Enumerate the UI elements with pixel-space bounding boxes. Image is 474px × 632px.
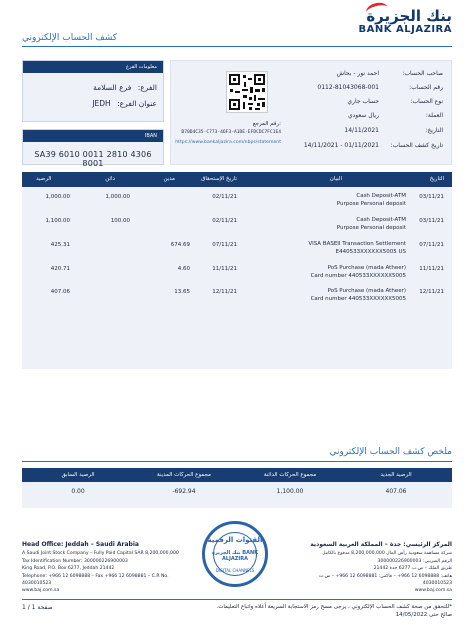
col-value-date: تاريخ الإستحقاق: [201, 176, 237, 182]
footer-english-title: Head Office: Jeddah – Saudi Arabia: [22, 541, 139, 548]
row-balance: 1,000.00: [45, 194, 70, 200]
summary-title: ملخص كشف الحساب الإلكتروني: [329, 447, 452, 457]
branch-address-row: [92, 99, 157, 108]
footer-arabic: [292, 541, 452, 595]
stamp-bottom-text: DIGITAL CHANNELS: [215, 568, 255, 573]
summary-col-total-debits: مجموع الحركات المدينة: [157, 472, 211, 478]
reference-value: B70D4C35-C773-46F3-A1DE-EFDCDC7FC1E4: [181, 130, 281, 135]
table-row: [22, 190, 452, 214]
summary-table: [22, 468, 452, 508]
branch-address-value: JEDH: [92, 99, 111, 108]
stamp-middle-text: بنك الجزيرة BANK ALJAZIRA: [211, 550, 259, 562]
transactions-header: [22, 172, 452, 187]
currency-value: ريال سعودي: [347, 112, 379, 119]
header-divider: [22, 46, 452, 47]
row-description: VISA BASEII Transaction Settlement E440533XXXXXX5005 US: [308, 241, 406, 255]
row-balance: 420.71: [50, 266, 70, 272]
account-holder-label: صاحب الحساب:: [402, 70, 443, 77]
iban-value: SA39 6010 0011 2810 4306 8001: [34, 150, 152, 168]
col-description: البيان: [329, 176, 342, 182]
branch-name-value: فرع السلامة: [93, 83, 132, 92]
account-type-row: [275, 98, 443, 108]
iban-heading: IBAN: [23, 130, 163, 142]
iban-box: [22, 129, 164, 168]
col-balance: الرصيد: [36, 176, 52, 182]
page-number-value: 1 / 1: [22, 604, 36, 611]
qr-code-icon[interactable]: [226, 71, 268, 113]
branch-name-label: الفرع:: [137, 83, 157, 92]
row-value-date: 07/11/21: [212, 242, 237, 248]
currency-label: العملة:: [425, 112, 443, 119]
row-date: 03/11/21: [419, 218, 444, 224]
row-description: Cash Deposit-ATM Purpose Personal deposit: [336, 217, 406, 231]
summary-header: [22, 468, 452, 482]
table-row: [22, 285, 452, 309]
footer-divider: [22, 599, 452, 600]
account-type-value: حساب جاري: [347, 98, 379, 105]
transactions-table: [22, 172, 452, 369]
statement-date-label: التاريخ:: [425, 127, 443, 134]
summary-total-debits: -692.94: [172, 488, 196, 495]
row-description: PoS Purchase (mada Atheer) Card number 440533XXXXXX5005: [310, 265, 406, 279]
row-balance: 425.31: [50, 242, 70, 248]
currency-row: [275, 112, 443, 122]
summary-col-new-balance: الرصيد الجديد: [380, 472, 412, 478]
row-balance: 407.06: [50, 289, 70, 295]
disclaimer: [92, 603, 452, 619]
branch-name-row: [93, 83, 157, 92]
row-date: 07/11/21: [419, 242, 444, 248]
col-debit: مدين: [163, 176, 175, 182]
row-debit: 674.69: [170, 242, 190, 248]
account-holder-row: [275, 70, 443, 80]
statement-date-value: 14/11/2021: [344, 127, 379, 134]
reference-label: رقم المرجع:: [252, 121, 281, 127]
row-date: 12/11/21: [419, 289, 444, 295]
account-number-row: [275, 84, 443, 94]
footer-arabic-website[interactable]: www.baj.com.sa: [414, 588, 452, 594]
page-number-label: صفحة: [37, 604, 53, 611]
statement-date-row: [275, 127, 443, 137]
logo-english-text: BANK ALJAZIRA: [358, 24, 452, 35]
footer-arabic-line: طريق الملك – ص.ب 6277 جدة 21442: [373, 566, 452, 572]
footer-arabic-title: المركز الرئيسي: جدة – المملكة العربية السعودية: [310, 541, 452, 548]
summary-previous-balance: 0.00: [71, 488, 85, 495]
footer-arabic-line: شركة مساهمة سعودية رأس المال 8,200,000,000 مدفوع بالكامل: [322, 551, 452, 557]
row-description: PoS Purchase (mada Atheer) Card number 440533XXXXXX5005: [310, 288, 406, 302]
row-date: 03/11/21: [419, 194, 444, 200]
row-debit: 4.60: [177, 266, 190, 272]
col-date: التاريخ: [429, 176, 444, 182]
table-row: [22, 238, 452, 262]
row-value-date: 02/11/21: [212, 218, 237, 224]
statement-period-value: 01/11/2021 - 14/11/2021: [303, 142, 379, 149]
row-date: 11/11/21: [419, 266, 444, 272]
disclaimer-text: *للتحقق من صحة كشف الحساب الإلكتروني ، يرجى مسح رمز الاستجابة السريعة أعلاه واتباع التعليمات.: [216, 604, 452, 610]
footer-arabic-line: الرقم الضريبي: 300000226900003: [377, 558, 452, 564]
row-credit: 1,000.00: [105, 194, 130, 200]
account-number-value: 0112-81043068-001: [317, 84, 379, 91]
account-number-label: رقم الحساب:: [409, 84, 443, 91]
summary-col-previous-balance: الرصيد السابق: [61, 472, 95, 478]
row-debit: 13.65: [174, 289, 190, 295]
footer-english-line: Tax Identification Number: 300000226900003: [22, 558, 128, 564]
digital-channels-stamp: [202, 521, 268, 587]
validity-text: صالح حتى 14/05/2022: [395, 612, 452, 618]
stamp-top-text: القنوات الرقمية: [207, 536, 263, 544]
page-number: [22, 604, 53, 611]
footer-english-line: Telephone: +966 12 6098888 – Fax +966 12 6098881 – C.R No. 4030010523: [22, 573, 169, 587]
account-info-box: [170, 60, 452, 165]
row-balance: 1,100.00: [45, 218, 70, 224]
row-value-date: 02/11/21: [212, 194, 237, 200]
logo-arabic-text: بنك الجزيرة: [366, 7, 452, 25]
summary-divider: [22, 461, 452, 462]
footer-english-line: King Road, P.O. Box 6277, Jeddah 21442: [22, 566, 115, 572]
row-description: Cash Deposit-ATM Purpose Personal deposit: [336, 193, 406, 207]
col-credit: دائن: [105, 176, 115, 182]
statement-period-row: [275, 142, 443, 152]
bank-logo: [359, 8, 452, 35]
footer-english: [22, 541, 182, 595]
branch-info-box: [22, 60, 164, 122]
footer-website[interactable]: www.baj.com.sa: [22, 588, 60, 594]
account-holder-value: احمد نور - بحاش: [336, 70, 379, 77]
verification-link[interactable]: https://www.bankaljazira.com/nbps/statement: [175, 140, 281, 145]
row-credit: 100.00: [110, 218, 130, 224]
summary-col-total-credits: مجموع الحركات الدائنة: [263, 472, 317, 478]
summary-new-balance: 407.06: [385, 488, 407, 495]
row-value-date: 11/11/21: [212, 266, 237, 272]
branch-address-label: عنوان الفرع:: [117, 99, 157, 108]
page-title: كشف الحساب الإلكتروني: [22, 33, 118, 43]
footer-arabic-line: هاتف: 6098888 12 966+ – فاكس: 6098881 12 966+ – س.ت 4030010523: [318, 573, 452, 587]
branch-heading: معلومات الفرع: [23, 61, 163, 73]
row-value-date: 12/11/21: [212, 289, 237, 295]
statement-period-label: تاريخ كشف الحساب:: [390, 142, 443, 149]
summary-total-credits: 1,100.00: [276, 488, 304, 495]
table-row: [22, 214, 452, 238]
footer-english-line: A Saudi Joint Stock Company – Fully Paid Capital SAR 8,200,000,000: [22, 551, 179, 557]
account-type-label: نوع الحساب:: [410, 98, 443, 105]
table-row: [22, 262, 452, 286]
